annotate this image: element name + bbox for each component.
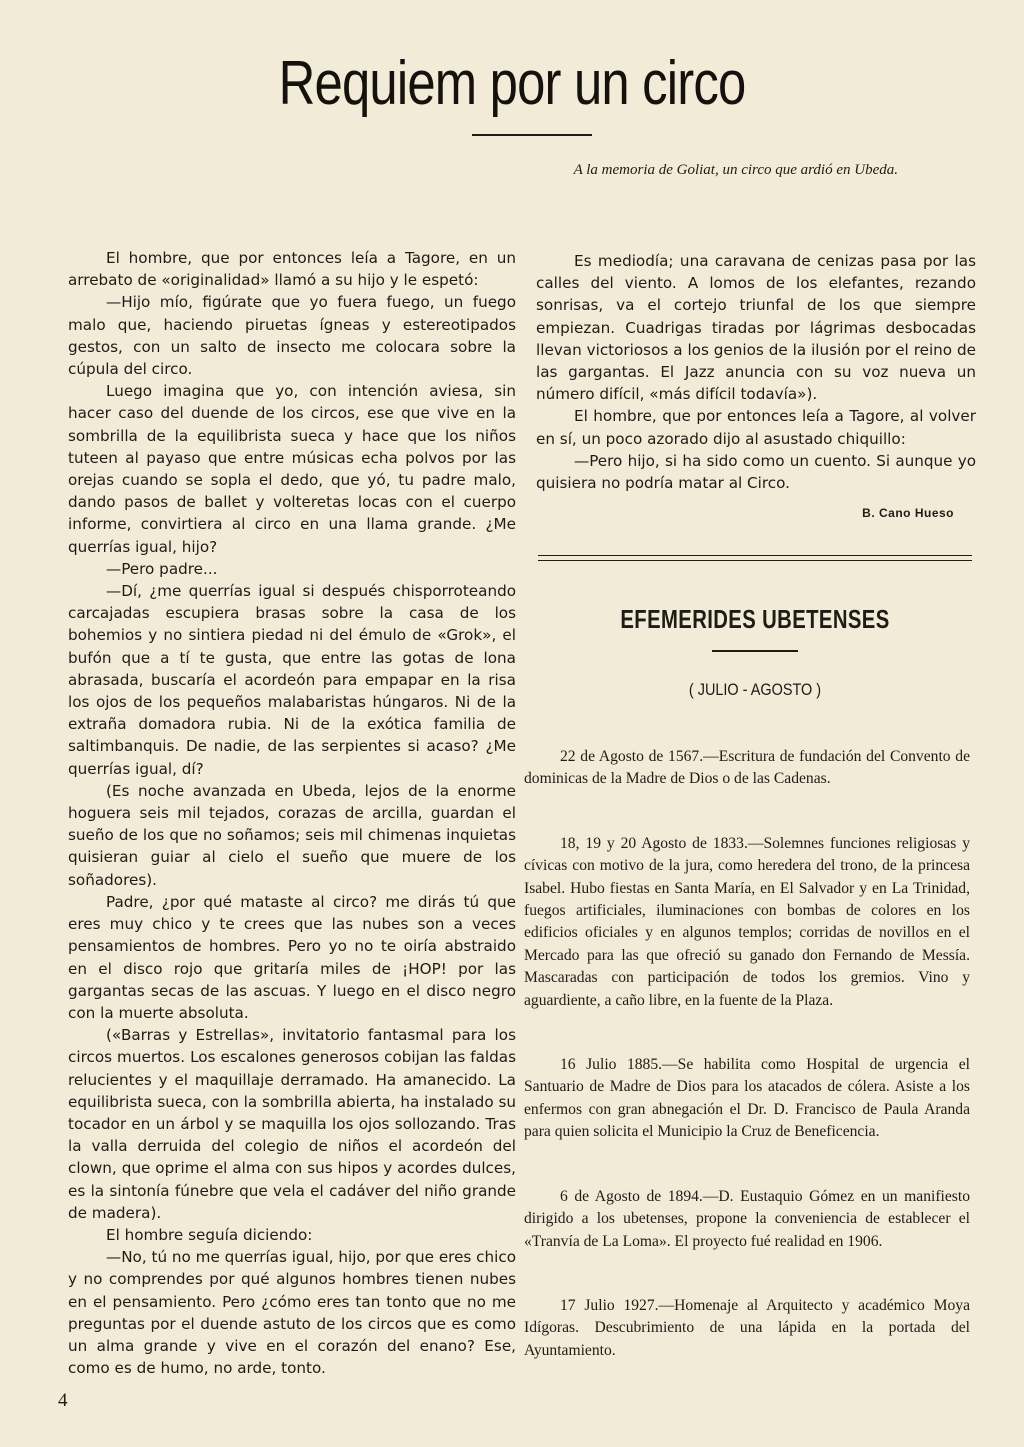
list-item: 16 Julio 1885.—Se habilita como Hospital de urgencia el Santuario de Madre de Dios para los atacados de cólera. Asiste a los enfermos con gran abnegación el Dr. D. Francisco de Paula Aranda para quien solicita el Municipio la Cruz de Beneficencia.: [524, 1056, 970, 1141]
list-item: 18, 19 y 20 Agosto de 1833.—Solemnes funciones religiosas y cívicas con motivo de la jura, como heredera del trono, de la princesa Isabel. Hubo fiestas en Santa María, en El Salvador y en La Trinidad, fuegos artificiales, iluminaciones con bombas de colores en los edificios oficiales y en algunos templos; corridas de novillos en el Mercado para las que ofreció su ganado don Fernando de Messía. Mascaradas con participación de todos los gremios. Vino y aguardiente, a caño libre, en la fuente de la Plaza.: [524, 834, 970, 1009]
paragraph: El hombre seguía diciendo:: [106, 1225, 313, 1244]
period-label: ( JULIO - AGOSTO ): [688, 680, 822, 699]
paragraph: (Es noche avanzada en Ubeda, lejos de la enorme hoguera seis mil tejados, corazas de arcilla, guardan el sueño de los que no soñamos; seis mil chimenas inquietas quisieran guiar al cielo el sueño que muere de los soñadores).: [68, 781, 516, 889]
list-item: 6 de Agosto de 1894.—D. Eustaquio Gómez en un manifiesto dirigido a los ubetenses, propone la conveniencia de establecer el «Tranvía de La Loma». El proyecto fué realidad en 1906.: [524, 1187, 970, 1250]
paragraph: («Barras y Estrellas», invitatorio fantasmal para los circos muertos. Los escalones generosos cobijan las faldas relucientes y el maquillaje derramado. Ha amanecido. La equilibrista sueca, con la sombrilla abierta, ha instalado su tocador en un árbol y se maquilla los ojos sollozando. Tras la valla derruida del colegio de niños el acordeón del clown, que oprime el alma con sus hipos y acordes dulces, es la sintonía fúnebre que vela el cadáver del niño grande de madera).: [68, 1026, 516, 1222]
page-number: 4: [58, 1390, 68, 1411]
list-item: 17 Julio 1927.—Homenaje al Arquitecto y académico Moya Idígoras. Descubrimiento de una lápida en la portada del Ayuntamiento.: [524, 1296, 970, 1359]
left-column: [68, 247, 516, 1379]
author-signature: B. Cano Hueso: [862, 506, 954, 520]
paragraph: —Hijo mío, figúrate que yo fuera fuego, un fuego malo que, haciendo piruetas ígneas y estereotipados gestos, con un salto de insecto me colocara sobre la cúpula del circo.: [68, 293, 516, 379]
efemerides-list: [524, 746, 970, 1404]
article-title: Requiem por un circo: [278, 49, 746, 118]
section-title-rule: [712, 650, 798, 652]
paragraph: Es mediodía; una caravana de cenizas pasa por las calles del viento. A lomos de los elefantes, rezando sonrisas, va el cortejo triunfal de los que siempre empiezan. Cuadrigas tiradas por lágrimas desbocadas llevan victoriosos a los genios de la ilusión por el reino de las gargantas. El Jazz anuncia con su voz nueva un número difícil, «más difícil todavía»).: [536, 252, 976, 404]
section-divider-top: [538, 555, 972, 556]
right-column: [536, 250, 976, 494]
section-title: EFEMERIDES UBETENSES: [620, 604, 890, 634]
list-item: 22 de Agosto de 1567.—Escritura de fundación del Convento de dominicas de la Madre de Dios o de las Cadenas.: [524, 748, 970, 788]
paragraph: El hombre, que por entonces leía a Tagore, en un arrebato de «originalidad» llamó a su hijo y le espetó:: [68, 249, 516, 290]
paragraph: Luego imagina que yo, con intención aviesa, sin hacer caso del duende de los circos, ese que vive en la sombrilla de la equilibrista sueca y hace que los niños tuteen al payaso que entre músicas echa polvos por las orejas cuando se sopla el dedo, que yó, tu padre malo, dando pasos de ballet y volteretas locas con el cuerpo informe, convirtiera al circo en una llama grande. ¿Me querrías igual, hijo?: [68, 382, 516, 556]
paragraph: —Pero hijo, si ha sido como un cuento. Si aunque yo quisiera no podría matar al Circo.: [536, 451, 976, 493]
paragraph: —No, tú no me querrías igual, hijo, por que eres chico y no comprendes por qué algunos hombres tienen nubes en el pensamiento. Pero ¿cómo eres tan tonto que no me preguntas por el duende astuto de los circos que es como un alma grande y vive en el corazón del enano? Ese, como es de humo, no arde, tonto.: [68, 1248, 517, 1378]
paragraph: El hombre, que por entonces leía a Tagore, al volver en sí, un poco azorado dijo al asustado chiquillo:: [536, 407, 976, 448]
paragraph: —Pero padre...: [106, 559, 218, 578]
paragraph: —Dí, ¿me querrías igual si después chisporroteando carcajadas escupiera brasas sobre la casa de los bohemios y no sintiera piedad ni del émulo de «Grok», el bufón que a tí te gusta, que entre las gotas de lona abrasada, buscaría el acordeón para empapar en la risa los ojos de los pequeños malabaristas húngaros. Ni de la extraña domadora rubia. Ni de la exótica familia de saltimbanquis. De nadie, de las serpientes si acaso? ¿Me querrías igual, dí?: [68, 582, 516, 778]
paragraph: Padre, ¿por qué mataste al circo? me dirás tú que eres muy chico y te crees que las nubes son a veces pensamientos de hombres. Pero yo no te oiría abstraido en el disco rojo que gritaría miles de ¡HOP! por las gargantas secas de las ascuas. Y luego en el disco negro con la muerte absoluta.: [68, 892, 516, 1022]
section-divider-bottom: [538, 560, 972, 561]
title-divider: [472, 134, 592, 136]
dedication: A la memoria de Goliat, un circo que ardió en Ubeda.: [573, 162, 898, 178]
